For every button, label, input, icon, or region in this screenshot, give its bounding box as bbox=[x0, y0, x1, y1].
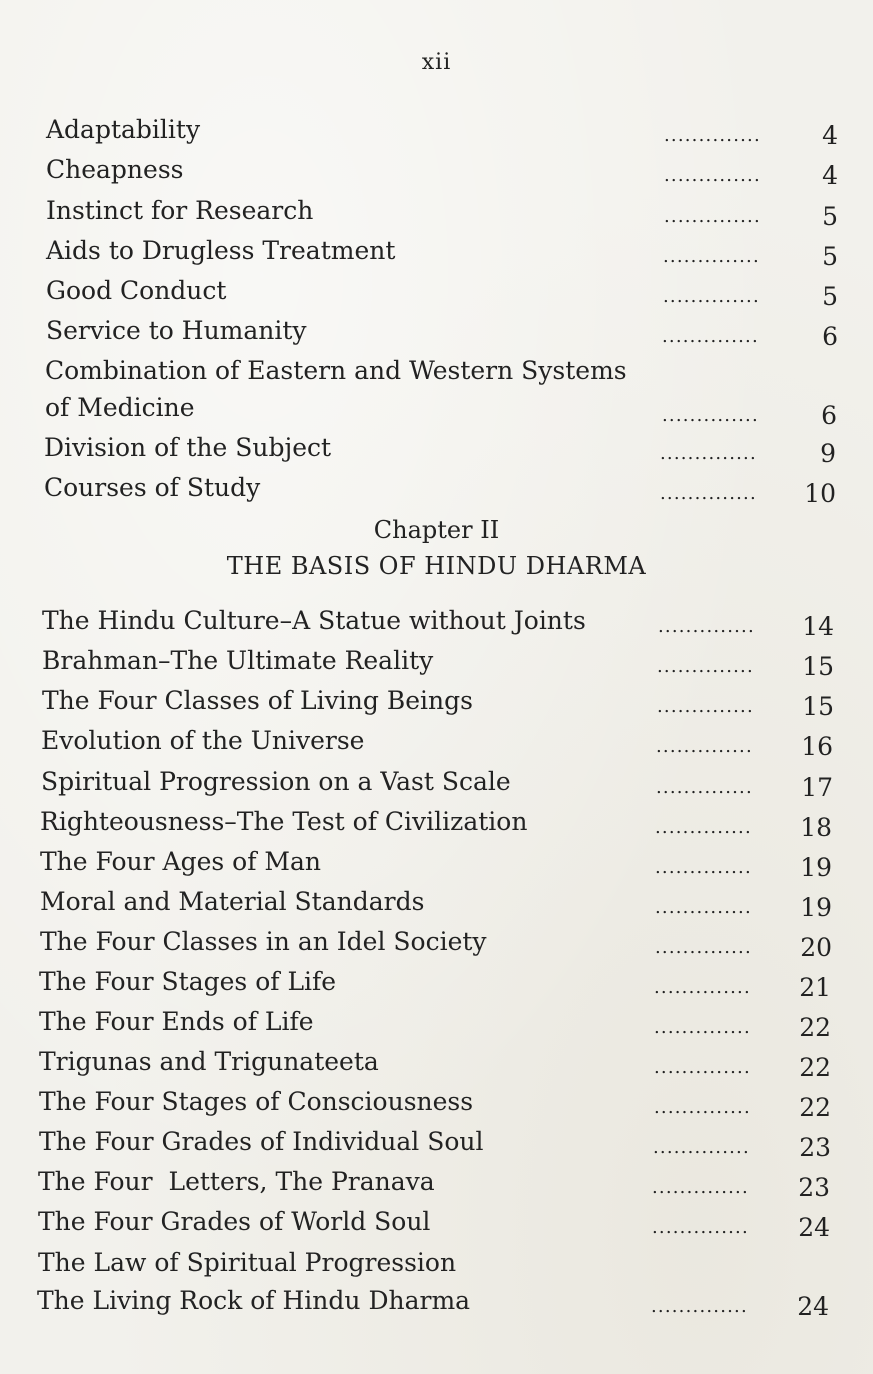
toc-entry bbox=[42, 601, 842, 641]
toc-entry-page: 21 bbox=[799, 973, 831, 1002]
toc-entry-leader: .............. bbox=[655, 937, 752, 958]
toc-entry-title: The Four Grades of World Soul bbox=[38, 1207, 431, 1236]
toc-entry bbox=[38, 1243, 838, 1283]
toc-entry-leader: .............. bbox=[664, 165, 761, 186]
toc-entry-title: The Hindu Culture–A Statue without Joints bbox=[42, 606, 586, 635]
toc-entry-page: 4 bbox=[822, 121, 838, 150]
toc-entry-page: 14 bbox=[802, 612, 834, 641]
toc-entry bbox=[40, 882, 840, 922]
toc-entry bbox=[39, 1082, 839, 1122]
toc-entry-title: Trigunas and Trigunateeta bbox=[39, 1047, 379, 1076]
toc-entry-leader: .............. bbox=[662, 326, 759, 347]
toc-entry bbox=[38, 1162, 838, 1202]
toc-entry-title: The Four Classes of Living Beings bbox=[42, 686, 473, 715]
toc-entry bbox=[42, 641, 842, 681]
toc-entry-title: The Four Classes in an Idel Society bbox=[40, 927, 487, 956]
chapter-title: THE BASIS OF HINDU DHARMA bbox=[226, 552, 647, 580]
chapter-heading: Chapter II bbox=[373, 516, 500, 544]
toc-entry-leader: .............. bbox=[655, 817, 752, 838]
toc-entry-title: Cheapness bbox=[46, 155, 184, 184]
toc-entry-page: 5 bbox=[822, 282, 838, 311]
toc-entry-title: Adaptability bbox=[46, 115, 201, 144]
toc-entry bbox=[39, 1002, 839, 1042]
toc-entry-leader: .............. bbox=[664, 125, 761, 146]
toc-entry-leader: .............. bbox=[660, 483, 757, 504]
toc-entry-page: 18 bbox=[800, 813, 832, 842]
toc-entry-page: 17 bbox=[801, 773, 833, 802]
toc-entry bbox=[46, 150, 846, 190]
toc-entry-leader: .............. bbox=[660, 443, 757, 464]
toc-entry bbox=[40, 842, 840, 882]
toc-entry-page: 22 bbox=[799, 1053, 831, 1082]
toc-entry-title: Good Conduct bbox=[46, 276, 227, 305]
toc-entry-leader: .............. bbox=[663, 246, 760, 267]
toc-entry-leader: .............. bbox=[658, 616, 755, 637]
toc-entry bbox=[40, 802, 840, 842]
toc-entry bbox=[42, 681, 842, 721]
toc-entry-page: 19 bbox=[800, 853, 832, 882]
page-number: xii bbox=[421, 50, 452, 75]
toc-entry-leader: .............. bbox=[654, 1017, 751, 1038]
toc-entry bbox=[46, 191, 846, 231]
toc-entry-page: 6 bbox=[822, 322, 838, 351]
toc-entry bbox=[40, 922, 840, 962]
toc-entry-page: 24 bbox=[797, 1292, 829, 1321]
toc-entry-leader: .............. bbox=[657, 696, 754, 717]
toc-entry-title: The Four Stages of Life bbox=[39, 967, 337, 996]
toc-entry-leader: .............. bbox=[652, 1217, 749, 1238]
toc-entry bbox=[46, 271, 846, 311]
toc-entry bbox=[39, 962, 839, 1002]
toc-entry-leader: .............. bbox=[654, 1097, 751, 1118]
toc-entry bbox=[44, 468, 844, 508]
toc-entry bbox=[46, 311, 846, 351]
toc-entry-title: Combination of Eastern and Western Systems of Medicine bbox=[45, 356, 627, 422]
toc-entry-leader: .............. bbox=[656, 736, 753, 757]
toc-entry-page: 23 bbox=[798, 1173, 830, 1202]
toc-entry-title: The Living Rock of Hindu Dharma bbox=[37, 1286, 471, 1315]
toc-entry bbox=[39, 1122, 839, 1162]
toc-entry bbox=[41, 721, 841, 761]
toc-entry-leader: .............. bbox=[652, 1177, 749, 1198]
toc-entry-page: 10 bbox=[804, 479, 836, 508]
toc-entry-leader: .............. bbox=[663, 286, 760, 307]
toc-entry bbox=[37, 1281, 837, 1321]
toc-entry bbox=[46, 110, 846, 150]
toc-entry-title: Division of the Subject bbox=[44, 433, 332, 462]
toc-entry-leader: .............. bbox=[662, 405, 759, 426]
toc-entry-title: The Four Grades of Individual Soul bbox=[39, 1127, 484, 1156]
toc-entry-title: Brahman–The Ultimate Reality bbox=[42, 646, 434, 675]
toc-entry-leader: .............. bbox=[653, 1137, 750, 1158]
toc-entry bbox=[39, 1042, 839, 1082]
toc-entry-title: The Four Letters, The Pranava bbox=[38, 1167, 435, 1196]
toc-entry-leader: .............. bbox=[657, 656, 754, 677]
toc-entry-leader: .............. bbox=[655, 897, 752, 918]
toc-entry-leader: .............. bbox=[655, 857, 752, 878]
toc-entry-title: The Law of Spiritual Progression bbox=[38, 1248, 457, 1277]
toc-entry bbox=[44, 428, 844, 468]
toc-entry-page: 16 bbox=[801, 732, 833, 761]
toc-entry bbox=[46, 231, 846, 271]
toc-entry-title: Spiritual Progression on a Vast Scale bbox=[41, 767, 511, 796]
toc-entry-page: 15 bbox=[802, 652, 834, 681]
toc-entry-page: 5 bbox=[822, 242, 838, 271]
toc-entry-leader: .............. bbox=[654, 1057, 751, 1078]
toc-entry-page: 23 bbox=[799, 1133, 831, 1162]
toc-entry-page: 5 bbox=[822, 202, 838, 231]
toc-entry-leader: .............. bbox=[656, 777, 753, 798]
toc-entry-page: 4 bbox=[822, 161, 838, 190]
toc-entry-title: Instinct for Research bbox=[46, 196, 314, 225]
toc-entry bbox=[45, 352, 845, 432]
toc-entry-title: Righteousness–The Test of Civilization bbox=[40, 807, 528, 836]
toc-entry-page: 24 bbox=[798, 1213, 830, 1242]
toc-entry-page: 9 bbox=[820, 439, 836, 468]
toc-entry-page: 22 bbox=[799, 1013, 831, 1042]
toc-entry-page: 20 bbox=[800, 933, 832, 962]
toc-entry-title: Service to Humanity bbox=[46, 316, 307, 345]
toc-entry bbox=[41, 762, 841, 802]
toc-entry-page: 22 bbox=[799, 1093, 831, 1122]
toc-entry-title: The Four Stages of Consciousness bbox=[39, 1087, 474, 1116]
toc-entry-page: 15 bbox=[802, 692, 834, 721]
toc-entry-leader: .............. bbox=[654, 977, 751, 998]
toc-entry-title: Aids to Drugless Treatment bbox=[46, 236, 396, 265]
toc-entry bbox=[38, 1202, 838, 1242]
toc-entry-title: Courses of Study bbox=[44, 473, 261, 502]
toc-entry-title: The Four Ages of Man bbox=[40, 847, 322, 876]
toc-entry-leader: .............. bbox=[651, 1296, 748, 1317]
toc-entry-page: 6 bbox=[821, 401, 837, 430]
toc-entry-page: 19 bbox=[800, 893, 832, 922]
toc-entry-title: Evolution of the Universe bbox=[41, 726, 365, 755]
toc-entry-title: The Four Ends of Life bbox=[39, 1007, 314, 1036]
toc-entry-leader: .............. bbox=[664, 206, 761, 227]
toc-entry-title: Moral and Material Standards bbox=[40, 887, 425, 916]
